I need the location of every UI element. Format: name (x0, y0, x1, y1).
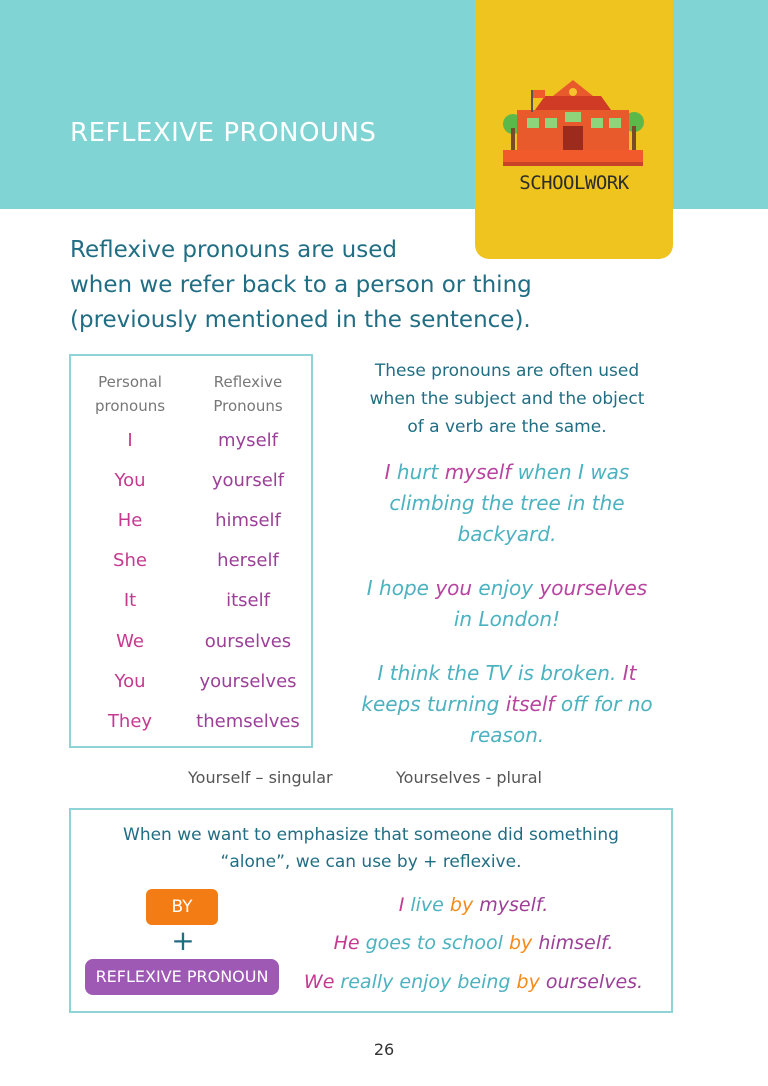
example-line (332, 689, 682, 720)
intro-line: (previously mentioned in the sentence). (70, 307, 531, 333)
reflexive-pronoun: herself (217, 550, 279, 571)
emphasis-example (286, 932, 661, 954)
highlight-word: I (384, 460, 391, 484)
reflexive-pronoun: themselves (196, 711, 300, 732)
subject-word: I (398, 894, 405, 916)
emphasis-example (286, 971, 661, 993)
plain-word: when I was (511, 460, 630, 484)
plain-word: live (404, 894, 450, 916)
subject-word: We (303, 971, 335, 993)
highlight-word: itself (505, 692, 555, 716)
personal-pronoun: She (113, 550, 147, 571)
example-line (332, 658, 682, 689)
emphasis-text (71, 822, 671, 876)
usage-line: when the subject and the object (369, 389, 645, 409)
by-word: by (508, 932, 533, 954)
personal-pronoun: He (117, 510, 143, 531)
reflexive-pronoun-badge: REFLEXIVE PRONOUN (85, 959, 279, 995)
personal-pronoun: We (116, 631, 144, 652)
highlight-word: It (622, 661, 637, 685)
subject-word: He (333, 932, 360, 954)
emphasis-example (286, 894, 661, 916)
example-line (332, 573, 682, 604)
personal-pronoun: You (114, 470, 146, 491)
plain-word: goes to school (359, 932, 509, 954)
reflexive-pronoun: yourself (211, 470, 285, 491)
plain-word: I think the TV is broken. (377, 661, 623, 685)
plain-word: enjoy (472, 576, 540, 600)
example-line: in London! (453, 607, 561, 631)
reflexive-pronoun: myself (218, 430, 278, 451)
highlight-word: myself (444, 460, 512, 484)
header-personal (71, 370, 189, 418)
page-title: REFLEXIVE PRONOUNS (70, 118, 377, 148)
by-badge: BY (146, 889, 218, 925)
header-personal-line: Personal (98, 373, 162, 391)
usage-line: These pronouns are often used (374, 361, 640, 381)
page-number: 26 (373, 1040, 395, 1059)
pronoun-table (69, 354, 313, 748)
header-reflexive (189, 370, 307, 418)
by-word: by (449, 894, 474, 916)
by-word: by (516, 971, 540, 993)
plain-word: really enjoy being (334, 971, 517, 993)
header-personal-line: pronouns (94, 397, 166, 415)
usage-text (332, 357, 682, 441)
reflexive-word: ourselves. (539, 971, 644, 993)
example-line: climbing the tree in the (389, 491, 625, 515)
emphasis-line: When we want to emphasize that someone did something (123, 825, 619, 845)
example-line: backyard. (457, 522, 557, 546)
example-line: reason. (469, 723, 545, 747)
note-singular: Yourself – singular (188, 768, 333, 787)
example-sentence (332, 658, 682, 751)
example-sentence (332, 573, 682, 635)
plain-word: I hope (366, 576, 436, 600)
usage-line: of a verb are the same. (407, 417, 607, 437)
plain-word: off for no (554, 692, 653, 716)
reflexive-pronoun: ourselves (204, 631, 292, 652)
personal-pronoun: I (127, 430, 133, 451)
plus-sign: + (171, 924, 195, 957)
emphasis-line: “alone”, we can use by + reflexive. (220, 852, 522, 872)
reflexive-pronoun: himself (215, 510, 281, 531)
highlight-word: yourselves (539, 576, 648, 600)
personal-pronoun: You (114, 671, 146, 692)
plain-word: keeps turning (361, 692, 506, 716)
tag-label: SCHOOLWORK (519, 172, 629, 194)
note-plural: Yourselves - plural (396, 768, 542, 787)
header-reflexive-line: Pronouns (213, 397, 283, 415)
example-sentence (332, 457, 682, 550)
reflexive-word: himself. (532, 932, 614, 954)
reflexive-pronoun: itself (226, 590, 270, 611)
school-building-icon (501, 76, 647, 168)
personal-pronoun: It (123, 590, 137, 611)
emphasis-box (69, 808, 673, 1013)
category-tag (475, 0, 673, 259)
reflexive-word: myself. (473, 894, 549, 916)
reflexive-pronoun: yourselves (199, 671, 297, 692)
highlight-word: you (435, 576, 473, 600)
personal-pronoun: They (107, 711, 153, 732)
intro-line: Reflexive pronouns are used (70, 237, 397, 263)
plain-word: hurt (390, 460, 445, 484)
header-reflexive-line: Reflexive (213, 373, 283, 391)
example-line (332, 457, 682, 488)
intro-line: when we refer back to a person or thing (70, 272, 532, 298)
intro-text (70, 233, 532, 338)
